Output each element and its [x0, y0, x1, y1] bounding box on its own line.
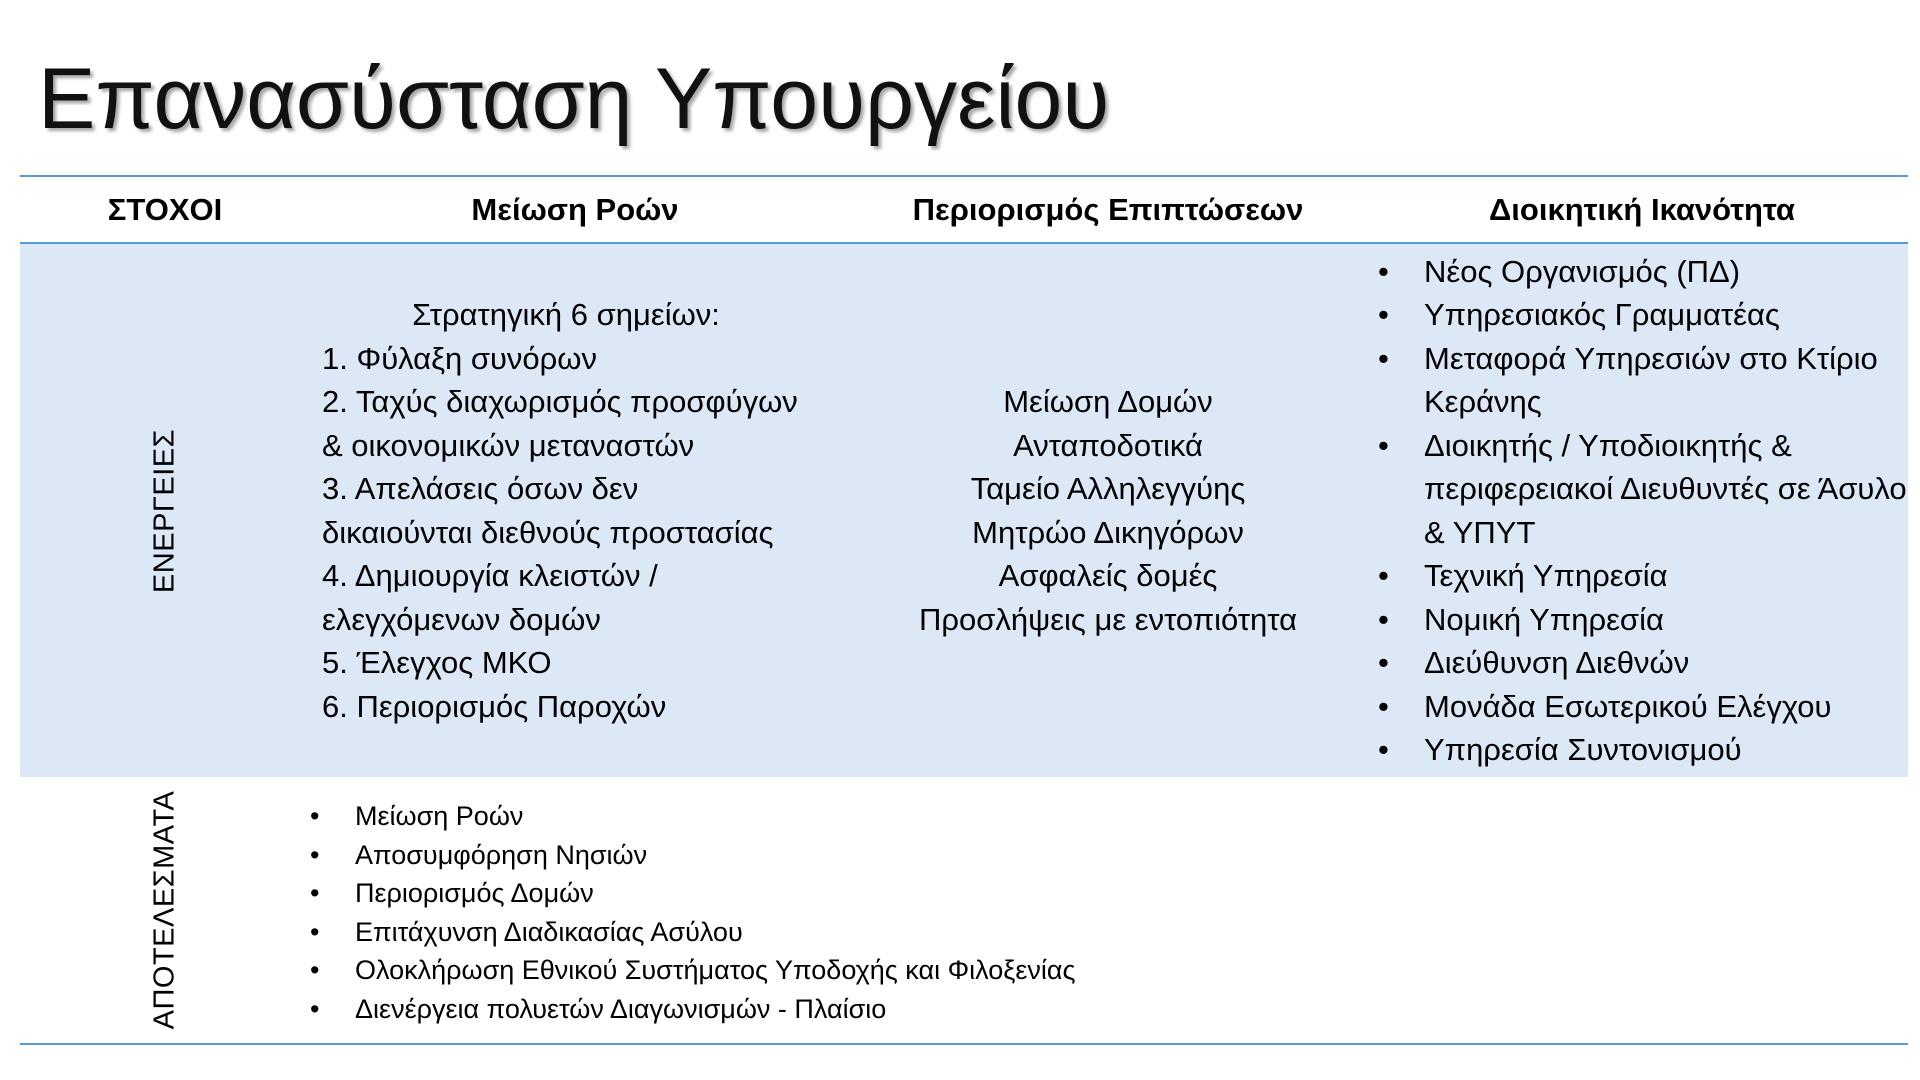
strategy-cell	[310, 243, 840, 777]
admin-item: • Νέος Οργανισμός (ΠΔ)	[1376, 250, 1908, 294]
results-row-label: ΑΠΟΤΕΛΕΣΜΑΤΑ	[148, 790, 181, 1030]
results-row	[20, 777, 1908, 1044]
actions-row-label: ΕΝΕΡΓΕΙΕΣ	[148, 428, 181, 593]
strategy-item: 5. Έλεγχος ΜΚΟ	[322, 645, 552, 680]
admin-cell	[1376, 243, 1908, 777]
admin-item: • Διεύθυνση Διεθνών	[1376, 641, 1908, 685]
result-item: • Περιορισμός Δομών	[310, 874, 1908, 913]
impact-list	[840, 380, 1376, 641]
goals-table	[20, 175, 1908, 1045]
admin-item: • Μονάδα Εσωτερικού Ελέγχου	[1376, 685, 1908, 729]
strategy-item: 4. Δημιουργία κλειστών /	[322, 558, 658, 593]
admin-item: • Υπηρεσία Συντονισμού	[1376, 728, 1908, 772]
results-list	[310, 797, 1908, 1028]
header-flow-reduction: Μείωση Ροών	[310, 176, 840, 243]
strategy-item: 1. Φύλαξη συνόρων	[322, 340, 598, 376]
strategy-block	[310, 293, 840, 728]
table-header-row	[20, 176, 1908, 243]
admin-item: • Τεχνική Υπηρεσία	[1376, 554, 1908, 598]
result-item: • Ολοκλήρωση Εθνικού Συστήματος Υποδοχής και Φιλοξενίας	[310, 951, 1908, 990]
impact-item: Προσλήψεις με εντοπιότητα	[918, 601, 1297, 637]
strategy-item: ελεγχόμενων δομών	[322, 601, 601, 637]
header-goals: ΣΤΟΧΟΙ	[20, 176, 310, 243]
result-item: • Επιτάχυνση Διαδικασίας Ασύλου	[310, 913, 1908, 952]
strategy-item: 3. Απελάσεις όσων δεν	[322, 471, 639, 506]
impact-block	[840, 380, 1376, 641]
strategy-heading: Στρατηγική 6 σημείων:	[412, 297, 720, 332]
impact-item: Μείωση Δομών	[1003, 384, 1213, 419]
header-impact-limitation: Περιορισμός Επιπτώσεων	[840, 176, 1376, 243]
result-item: • Διενέργεια πολυετών Διαγωνισμών - Πλαίσιο	[310, 990, 1908, 1029]
impact-item: Ταμείο Αλληλεγγύης	[970, 471, 1246, 506]
result-item: • Μείωση Ροών	[310, 797, 1908, 836]
result-item: • Αποσυμφόρηση Νησιών	[310, 836, 1908, 875]
admin-list	[1376, 250, 1908, 772]
impact-item: Ασφαλείς δομές	[998, 558, 1218, 593]
slide-title: Επανασύσταση Υπουργείου	[38, 51, 1110, 147]
strategy-item: 6. Περιορισμός Παροχών	[322, 688, 667, 724]
results-cell	[310, 777, 1908, 1044]
impact-item: Μητρώο Δικηγόρων	[972, 514, 1244, 550]
actions-row	[20, 243, 1908, 777]
strategy-item: & οικονομικών μεταναστών	[322, 427, 695, 463]
admin-item: • Νομική Υπηρεσία	[1376, 598, 1908, 642]
admin-item: • Υπηρεσιακός Γραμματέας	[1376, 293, 1908, 337]
impact-item: Ανταποδοτικά	[1013, 427, 1203, 463]
strategy-item: 2. Ταχύς διαχωρισμός προσφύγων	[322, 384, 798, 419]
header-admin-capacity: Διοικητική Ικανότητα	[1376, 176, 1908, 243]
strategy-item: δικαιούνται διεθνούς προστασίας	[322, 514, 774, 550]
admin-item: • Διοικητής / Υποδιοικητής & περιφερειακοί Διευθυντές σε Άσυλο & ΥΠΥΤ	[1376, 424, 1908, 555]
strategy-list	[322, 337, 840, 729]
goals-table-container	[20, 175, 1908, 1045]
impact-cell	[840, 243, 1376, 777]
actions-label-cell	[20, 243, 310, 777]
results-label-cell	[20, 777, 310, 1044]
admin-item: • Μεταφορά Υπηρεσιών στο Κτίριο Κεράνης	[1376, 337, 1908, 424]
